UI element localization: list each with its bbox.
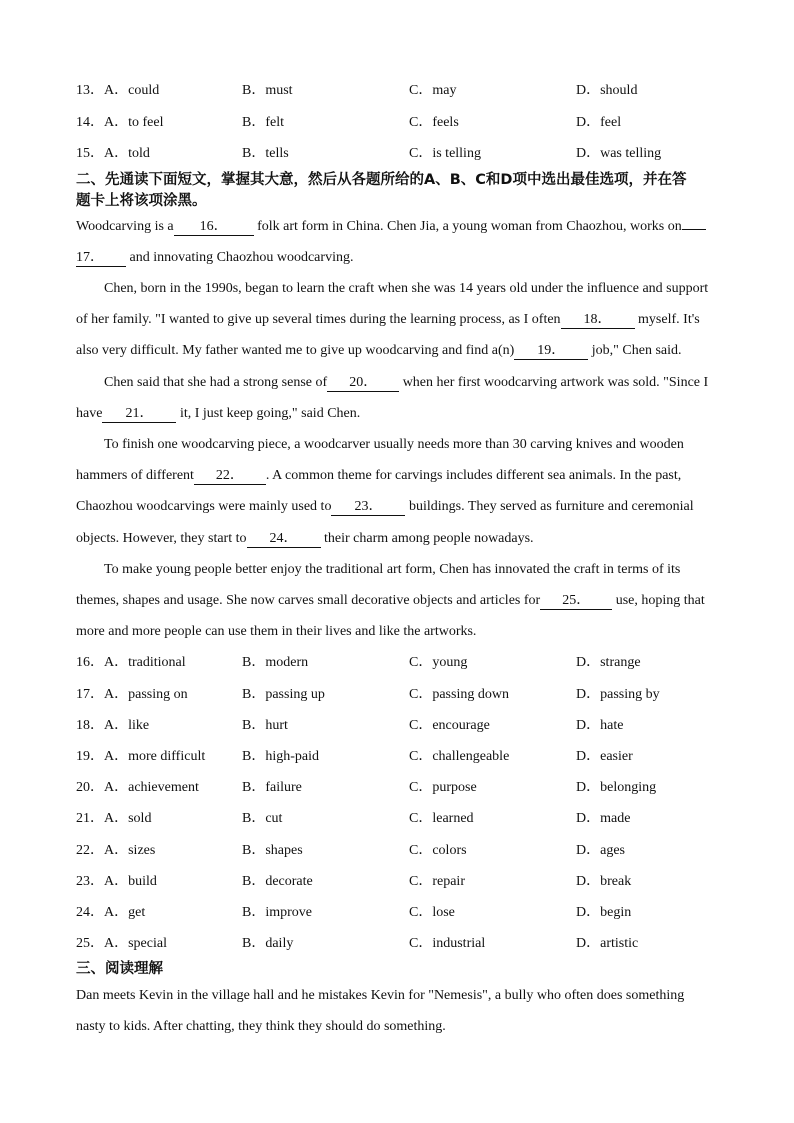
option-b: B．felt (242, 115, 284, 130)
option-b: B．improve (242, 905, 312, 920)
option-b: B．shapes (242, 843, 303, 858)
option-d: D．passing by (576, 687, 660, 702)
option-d: D．feel (576, 115, 622, 130)
question-row-16 (76, 653, 756, 673)
option-b: B．daily (242, 936, 294, 951)
option-b: B．decorate (242, 874, 313, 889)
question-row-15 (76, 144, 756, 164)
option-c: C．learned (409, 811, 474, 826)
option-b: B．hurt (242, 718, 288, 733)
blank-17: 17． (76, 250, 126, 267)
question-row-21 (76, 809, 756, 829)
option-c: C．industrial (409, 936, 486, 951)
option-a: 18．A．like (76, 718, 150, 733)
option-b: B．failure (242, 780, 302, 795)
question-row-14 (76, 113, 756, 133)
option-c: C．young (409, 655, 468, 670)
blank-18: 18． (561, 312, 635, 329)
reading-line: nasty to kids. After chatting, they think they should do something. (76, 1019, 446, 1034)
question-row-20 (76, 778, 756, 798)
option-a: 20．A．achievement (76, 780, 199, 795)
option-d: D．made (576, 811, 631, 826)
reading-line: Dan meets Kevin in the village hall and he mistakes Kevin for "Nemesis", a bully who often does something (76, 988, 685, 1003)
option-b: B．high-paid (242, 749, 319, 764)
option-b: B．cut (242, 811, 283, 826)
passage-line: hammers of different 22． . A common theme for carvings includes different sea animals. In the past, (76, 468, 682, 483)
option-a: 25．A．special (76, 936, 167, 951)
option-b: B．passing up (242, 687, 325, 702)
option-a: 24．A．get (76, 905, 146, 920)
blank-17-start (682, 229, 706, 230)
passage-line: To make young people better enjoy the traditional art form, Chen has innovated the craft in terms of its (104, 562, 681, 577)
blank-19: 19． (514, 343, 588, 360)
section-3-heading: 三、阅读理解 (76, 961, 163, 977)
question-row-18 (76, 716, 756, 736)
blank-16: 16． (174, 219, 254, 236)
passage-line: Chen said that she had a strong sense of 20． when her first woodcarving artwork was sold. "Since I (104, 375, 709, 390)
option-d: D．ages (576, 843, 625, 858)
option-a: 14．A．to feel (76, 115, 164, 130)
passage-line: also very difficult. My father wanted me to give up woodcarving and find a(n) 19． job," Chen said. (76, 343, 682, 358)
option-c: C．purpose (409, 780, 477, 795)
question-row-13 (76, 81, 756, 101)
option-a: 15．A．told (76, 146, 150, 161)
blank-23: 23． (331, 499, 405, 516)
blank-25: 25． (540, 593, 612, 610)
option-a: 13．A．could (76, 83, 160, 98)
option-b: B．must (242, 83, 293, 98)
option-c: C．encourage (409, 718, 490, 733)
option-c: C．feels (409, 115, 459, 130)
option-a: 21．A．sold (76, 811, 152, 826)
option-d: D．easier (576, 749, 633, 764)
passage-line: of her family. "I wanted to give up several times during the learning process, as I often 18． myself. It's (76, 312, 700, 327)
passage-line: Woodcarving is a 16． folk art form in China. Chen Jia, a young woman from Chaozhou, works on (76, 217, 746, 237)
passage-line: Chen, born in the 1990s, began to learn the craft when she was 14 years old under the influence and support (104, 281, 709, 296)
option-c: C．repair (409, 874, 465, 889)
passage-line: more and more people can use them in their lives and like the artworks. (76, 624, 477, 639)
question-row-19 (76, 747, 756, 767)
question-row-22 (76, 841, 756, 861)
question-row-24 (76, 903, 756, 923)
question-row-23 (76, 872, 756, 892)
option-b: B．modern (242, 655, 309, 670)
blank-22: 22． (194, 468, 266, 485)
option-a: 16．A．traditional (76, 655, 186, 670)
blank-21: 21． (102, 406, 176, 423)
option-d: D．belonging (576, 780, 657, 795)
option-c: C．is telling (409, 146, 481, 161)
option-c: C．may (409, 83, 457, 98)
question-row-25 (76, 934, 756, 954)
option-d: D．break (576, 874, 632, 889)
option-d: D．artistic (576, 936, 639, 951)
option-a: 19．A．more difficult (76, 749, 206, 764)
option-c: C．challengeable (409, 749, 510, 764)
passage-line: 17． and innovating Chaozhou woodcarving. (76, 250, 354, 265)
option-d: D．begin (576, 905, 632, 920)
question-row-17 (76, 685, 756, 705)
passage-line: To finish one woodcarving piece, a woodcarver usually needs more than 30 carving knives and wooden (104, 437, 684, 452)
passage-line: have 21． it, I just keep going," said Chen. (76, 406, 361, 421)
option-b: B．tells (242, 146, 289, 161)
option-a: 17．A．passing on (76, 687, 188, 702)
section-2-heading-line-1: 二、先通读下面短文，掌握其大意，然后从各题所给的A、B、C和D项中选出最佳选项，并在答 (76, 172, 687, 188)
passage-line: objects. However, they start to 24． their charm among people nowadays. (76, 531, 534, 546)
option-a: 23．A．build (76, 874, 157, 889)
passage-line: Chaozhou woodcarvings were mainly used to 23． buildings. They served as furniture and ceremonial (76, 499, 694, 514)
option-a: 22．A．sizes (76, 843, 156, 858)
option-d: D．should (576, 83, 638, 98)
option-d: D．was telling (576, 146, 662, 161)
blank-24: 24． (247, 531, 321, 548)
option-d: D．hate (576, 718, 624, 733)
option-c: C．lose (409, 905, 455, 920)
option-c: C．passing down (409, 687, 509, 702)
blank-20: 20． (327, 375, 399, 392)
section-2-heading-line-2: 题卡上将该项涂黑。 (76, 193, 207, 209)
passage-line: themes, shapes and usage. She now carves small decorative objects and articles for 25． use, hoping that (76, 593, 705, 608)
option-d: D．strange (576, 655, 641, 670)
option-c: C．colors (409, 843, 467, 858)
